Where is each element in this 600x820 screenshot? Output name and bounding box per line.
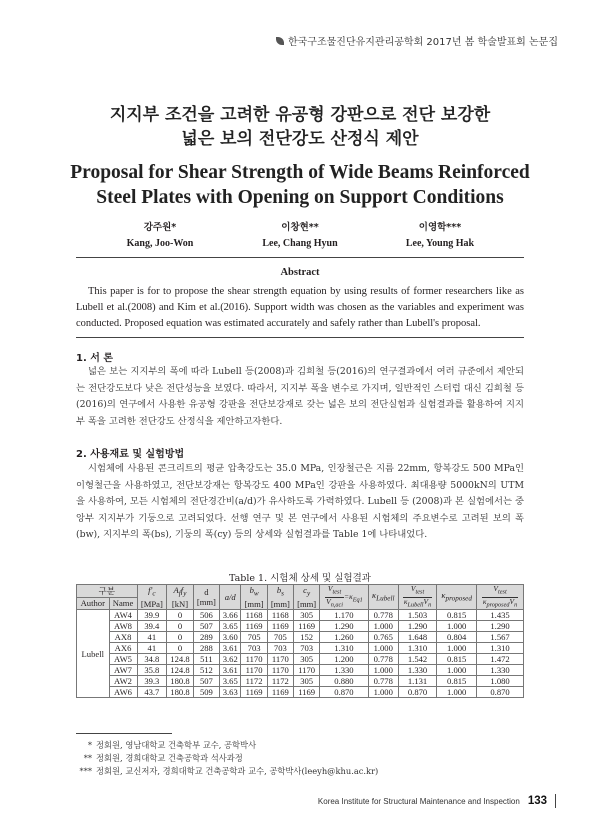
table-cell: 0.870 [477, 687, 524, 698]
results-table [76, 584, 524, 698]
table-cell: 289 [193, 632, 219, 643]
table-cell: 1170 [294, 665, 320, 676]
table-cell: 34.8 [137, 654, 167, 665]
table-row [77, 676, 524, 687]
table-cell: 1.310 [320, 643, 368, 654]
korean-title [0, 103, 600, 151]
table-body [77, 610, 524, 698]
header-bw: $b_w$ [mm] [241, 585, 267, 610]
table-cell: 0.765 [368, 632, 398, 643]
author-cell: Lubell [77, 610, 110, 698]
table-cell: 288 [193, 643, 219, 654]
table-cell: 1169 [267, 621, 293, 632]
table-row [77, 632, 524, 643]
table-cell: 1168 [267, 610, 293, 621]
table-cell: 0.870 [320, 687, 368, 698]
table-cell: 1.310 [398, 643, 436, 654]
table-row [77, 665, 524, 676]
table-cell: 1.000 [368, 665, 398, 676]
table-cell: 1.170 [320, 610, 368, 621]
table-cell: 1.000 [368, 643, 398, 654]
table-cell: 180.8 [167, 687, 194, 698]
footnote-1: * 정회원, 영남대학교 건축학부 교수, 공학박사 [87, 740, 257, 750]
table-cell: 0 [167, 632, 194, 643]
table-cell: 1.472 [477, 654, 524, 665]
table-cell: 41 [137, 643, 167, 654]
table-cell: 1.260 [320, 632, 368, 643]
header-ratio-aci: $\frac{V_{test}}{V_{n,aci}}$ $=\kappa_{Eq1}$ [320, 585, 368, 610]
table-cell: 512 [193, 665, 219, 676]
table-cell: 1169 [294, 621, 320, 632]
table-header-row-1 [77, 585, 524, 598]
table-cell: 0.815 [437, 654, 477, 665]
specimen-name-cell: AW7 [109, 665, 137, 676]
table-row [77, 610, 524, 621]
table-cell: 705 [241, 632, 267, 643]
table-cell: 0.778 [368, 654, 398, 665]
table-cell: 1.435 [477, 610, 524, 621]
table-cell: 703 [241, 643, 267, 654]
table-cell: 305 [294, 610, 320, 621]
table-cell: 1.290 [398, 621, 436, 632]
table-cell: 180.8 [167, 676, 194, 687]
table-cell: 1.290 [320, 621, 368, 632]
header-afy: $A_ff_y$ [kN] [167, 585, 194, 610]
author-2 [225, 221, 375, 251]
english-title-line-1: Proposal for Shear Strength of Wide Beams Reinforced [70, 162, 530, 183]
header-k-lubell: $\kappa_{Lubell}$ [368, 585, 398, 610]
header-name: Name [109, 597, 137, 610]
leaf-icon [276, 37, 284, 45]
table-cell: 1.000 [437, 687, 477, 698]
author-2-korean: 이창현** [281, 222, 319, 233]
table-cell: 0.815 [437, 610, 477, 621]
table-cell: 124.8 [167, 654, 194, 665]
table-cell: 124.8 [167, 665, 194, 676]
table-cell: 0 [167, 621, 194, 632]
table-cell: 1.542 [398, 654, 436, 665]
table-cell: 1.503 [398, 610, 436, 621]
table-cell: 3.60 [220, 632, 241, 643]
header-author: Author [77, 597, 110, 610]
table-cell: 1172 [267, 676, 293, 687]
specimen-name-cell: AW6 [109, 687, 137, 698]
table-cell: 507 [193, 621, 219, 632]
table-cell: 511 [193, 654, 219, 665]
table-cell: 703 [294, 643, 320, 654]
table-cell: 1.330 [398, 665, 436, 676]
section-2-text: 시험체에 사용된 콘크리트의 평균 압축강도는 35.0 MPa, 인장철근은 지름 22mm, 항복강도 500 MPa인 이형철근을 사용하였고, 전단보강재는 항복강도 400 MPa인 강판을 사용하였다. 최대용량 5000kN의 UTM을 사용하여, 모든 시험체의 전단경간비(a/d)가 유사하도록 가력하였다. Lubell 등 (2008)과 본 실험에서는 중앙부 지지부가 기둥으로 고려되었다. 선행 연구 및 본 연구에서 사용된 시험체의 주요변수로 고려된 보의 폭(bw), 지지부의 폭(bs), 기둥의 폭(cy) 등의 상세와 실험결과를 Table 1에 나타내었다. [76, 463, 524, 541]
header-ratio-proposed: $\frac{V_{test}}{\kappa_{proposed}V_n}$ [477, 585, 524, 610]
table-caption: Table 1. 시험체 상세 및 실험결과 [229, 573, 371, 584]
table-cell: 1170 [241, 665, 267, 676]
table-cell: 506 [193, 610, 219, 621]
table-cell: 1.567 [477, 632, 524, 643]
abstract-divider [76, 337, 524, 338]
table-cell: 305 [294, 654, 320, 665]
table-cell: 305 [294, 676, 320, 687]
table-cell: 39.4 [137, 621, 167, 632]
author-2-english: Lee, Chang Hyun [262, 238, 338, 249]
table-cell: 1.000 [368, 687, 398, 698]
author-3 [365, 221, 515, 251]
table-cell: 1.330 [477, 665, 524, 676]
table-cell: 1.000 [437, 643, 477, 654]
abstract-text: This paper is for to propose the shear strength equation by using results of former researchers like as Lubell et al.(2008) and Kim et al.(2016). Support width was chosen as the variables and experiment was conducted. Proposed equation was estimated accurately and safely rather than Lubell's proposal. [76, 286, 524, 329]
table-cell: 0.778 [368, 610, 398, 621]
table-cell: 509 [193, 687, 219, 698]
specimen-name-cell: AW4 [109, 610, 137, 621]
footnote-divider [76, 733, 172, 734]
header-ratio-lubell: $\frac{V_{test}}{\kappa_{Lubell}V_n}$ [398, 585, 436, 610]
table-cell: 703 [267, 643, 293, 654]
table-cell: 1.000 [437, 621, 477, 632]
table-cell: 1168 [241, 610, 267, 621]
table-cell: 1.310 [477, 643, 524, 654]
table-cell: 1169 [241, 621, 267, 632]
table-cell: 0.778 [368, 676, 398, 687]
footer-bar [555, 794, 556, 808]
table-cell: 1.000 [368, 621, 398, 632]
table-cell: 507 [193, 676, 219, 687]
table-cell: 1169 [241, 687, 267, 698]
table-cell: 3.62 [220, 654, 241, 665]
table-cell: 1169 [267, 687, 293, 698]
table-cell: 1170 [267, 665, 293, 676]
table-cell: 1.200 [320, 654, 368, 665]
table-cell: 1.648 [398, 632, 436, 643]
author-1 [85, 221, 235, 251]
author-list [60, 221, 540, 251]
table-row [77, 643, 524, 654]
table-cell: 3.65 [220, 676, 241, 687]
table-cell: 3.63 [220, 687, 241, 698]
footnote-2: ** 정회원, 경희대학교 건축공학과 석사과정 [83, 753, 243, 763]
table-cell: 0.870 [398, 687, 436, 698]
table-cell: 1169 [294, 687, 320, 698]
table-cell: 1172 [241, 676, 267, 687]
running-head-text: 한국구조물진단유지관리공학회 2017년 봄 학술발표회 논문집 [287, 37, 558, 48]
table-cell: 1.290 [477, 621, 524, 632]
author-1-korean: 강주원* [143, 222, 177, 233]
section-1-heading: 1. 서 론 [76, 353, 114, 364]
table-cell: 0.880 [320, 676, 368, 687]
table-cell: 0 [167, 643, 194, 654]
page-number: 133 [527, 795, 547, 807]
table-cell: 1170 [267, 654, 293, 665]
group-header: 구분 [77, 585, 138, 598]
section-1-text: 넓은 보는 지지부의 폭에 따라 Lubell 등(2008)과 김희철 등(2016)의 연구결과에서 여러 규준에서 제안되는 전단강도보다 낮은 전단성능을 보였다. 따라서, 지지부 폭을 변수로 가지며, 일반적인 스터럽 대신 김희철 등(2016)의 연구에서 사용한 유공형 강판을 전단보강재로 갖는 넓은 보의 전단실험과 실험결과를 활용하여 지지부 폭을 고려한 전단강도 산정식을 제안하고자한다. [76, 366, 524, 427]
section-2-heading: 2. 사용재료 및 실험방법 [76, 449, 185, 460]
table-cell: 705 [267, 632, 293, 643]
footer-publisher: Korea Institute for Structural Maintenance and Inspection [317, 796, 520, 806]
table-cell: 1.080 [477, 676, 524, 687]
table-cell: 1.131 [398, 676, 436, 687]
table-cell: 39.3 [137, 676, 167, 687]
specimen-name-cell: AW2 [109, 676, 137, 687]
header-d: d [mm] [193, 585, 219, 610]
table-row [77, 687, 524, 698]
footnotes [78, 739, 526, 778]
author-1-english: Kang, Joo-Won [126, 238, 194, 249]
table-cell: 1170 [241, 654, 267, 665]
table-cell: 43.7 [137, 687, 167, 698]
table-cell: 1.000 [437, 665, 477, 676]
table-cell: 0 [167, 610, 194, 621]
header-fc: $f'_c$ [MPa] [137, 585, 167, 610]
abstract-heading: Abstract [280, 267, 320, 278]
header-cy: $c_y$ [mm] [294, 585, 320, 610]
author-3-korean: 이영학*** [418, 222, 462, 233]
header-divider [76, 257, 524, 258]
table-cell: 152 [294, 632, 320, 643]
table-cell: 3.61 [220, 643, 241, 654]
table-cell: 35.8 [137, 665, 167, 676]
header-bs: $b_s$ [mm] [267, 585, 293, 610]
table-row [77, 621, 524, 632]
table-cell: 41 [137, 632, 167, 643]
table-cell: 0.804 [437, 632, 477, 643]
running-head [276, 33, 558, 48]
specimen-name-cell: AW8 [109, 621, 137, 632]
table-cell: 3.65 [220, 621, 241, 632]
table-row [77, 654, 524, 665]
footnote-3: *** 정회원, 교신저자, 경희대학교 건축공학과 교수, 공학박사(leeyh@khu.ac.kr) [79, 766, 379, 776]
header-k-proposed: $\kappa_{proposed}$ [437, 585, 477, 610]
specimen-name-cell: AW5 [109, 654, 137, 665]
table-cell: 3.61 [220, 665, 241, 676]
table-cell: 1.330 [320, 665, 368, 676]
specimen-name-cell: AX8 [109, 632, 137, 643]
english-title-line-2: Steel Plates with Opening on Support Conditions [96, 187, 504, 208]
author-3-english: Lee, Young Hak [405, 238, 475, 249]
english-title [0, 160, 600, 210]
table-cell: 39.9 [137, 610, 167, 621]
header-ad: a/d [220, 585, 241, 610]
page-footer [318, 794, 556, 808]
korean-title-line-2: 넓은 보의 전단강도 산정식 제안 [181, 129, 419, 149]
specimen-name-cell: AX6 [109, 643, 137, 654]
table-cell: 3.66 [220, 610, 241, 621]
table-cell: 0.815 [437, 676, 477, 687]
korean-title-line-1: 지지부 조건을 고려한 유공형 강판으로 전단 보강한 [109, 105, 491, 125]
